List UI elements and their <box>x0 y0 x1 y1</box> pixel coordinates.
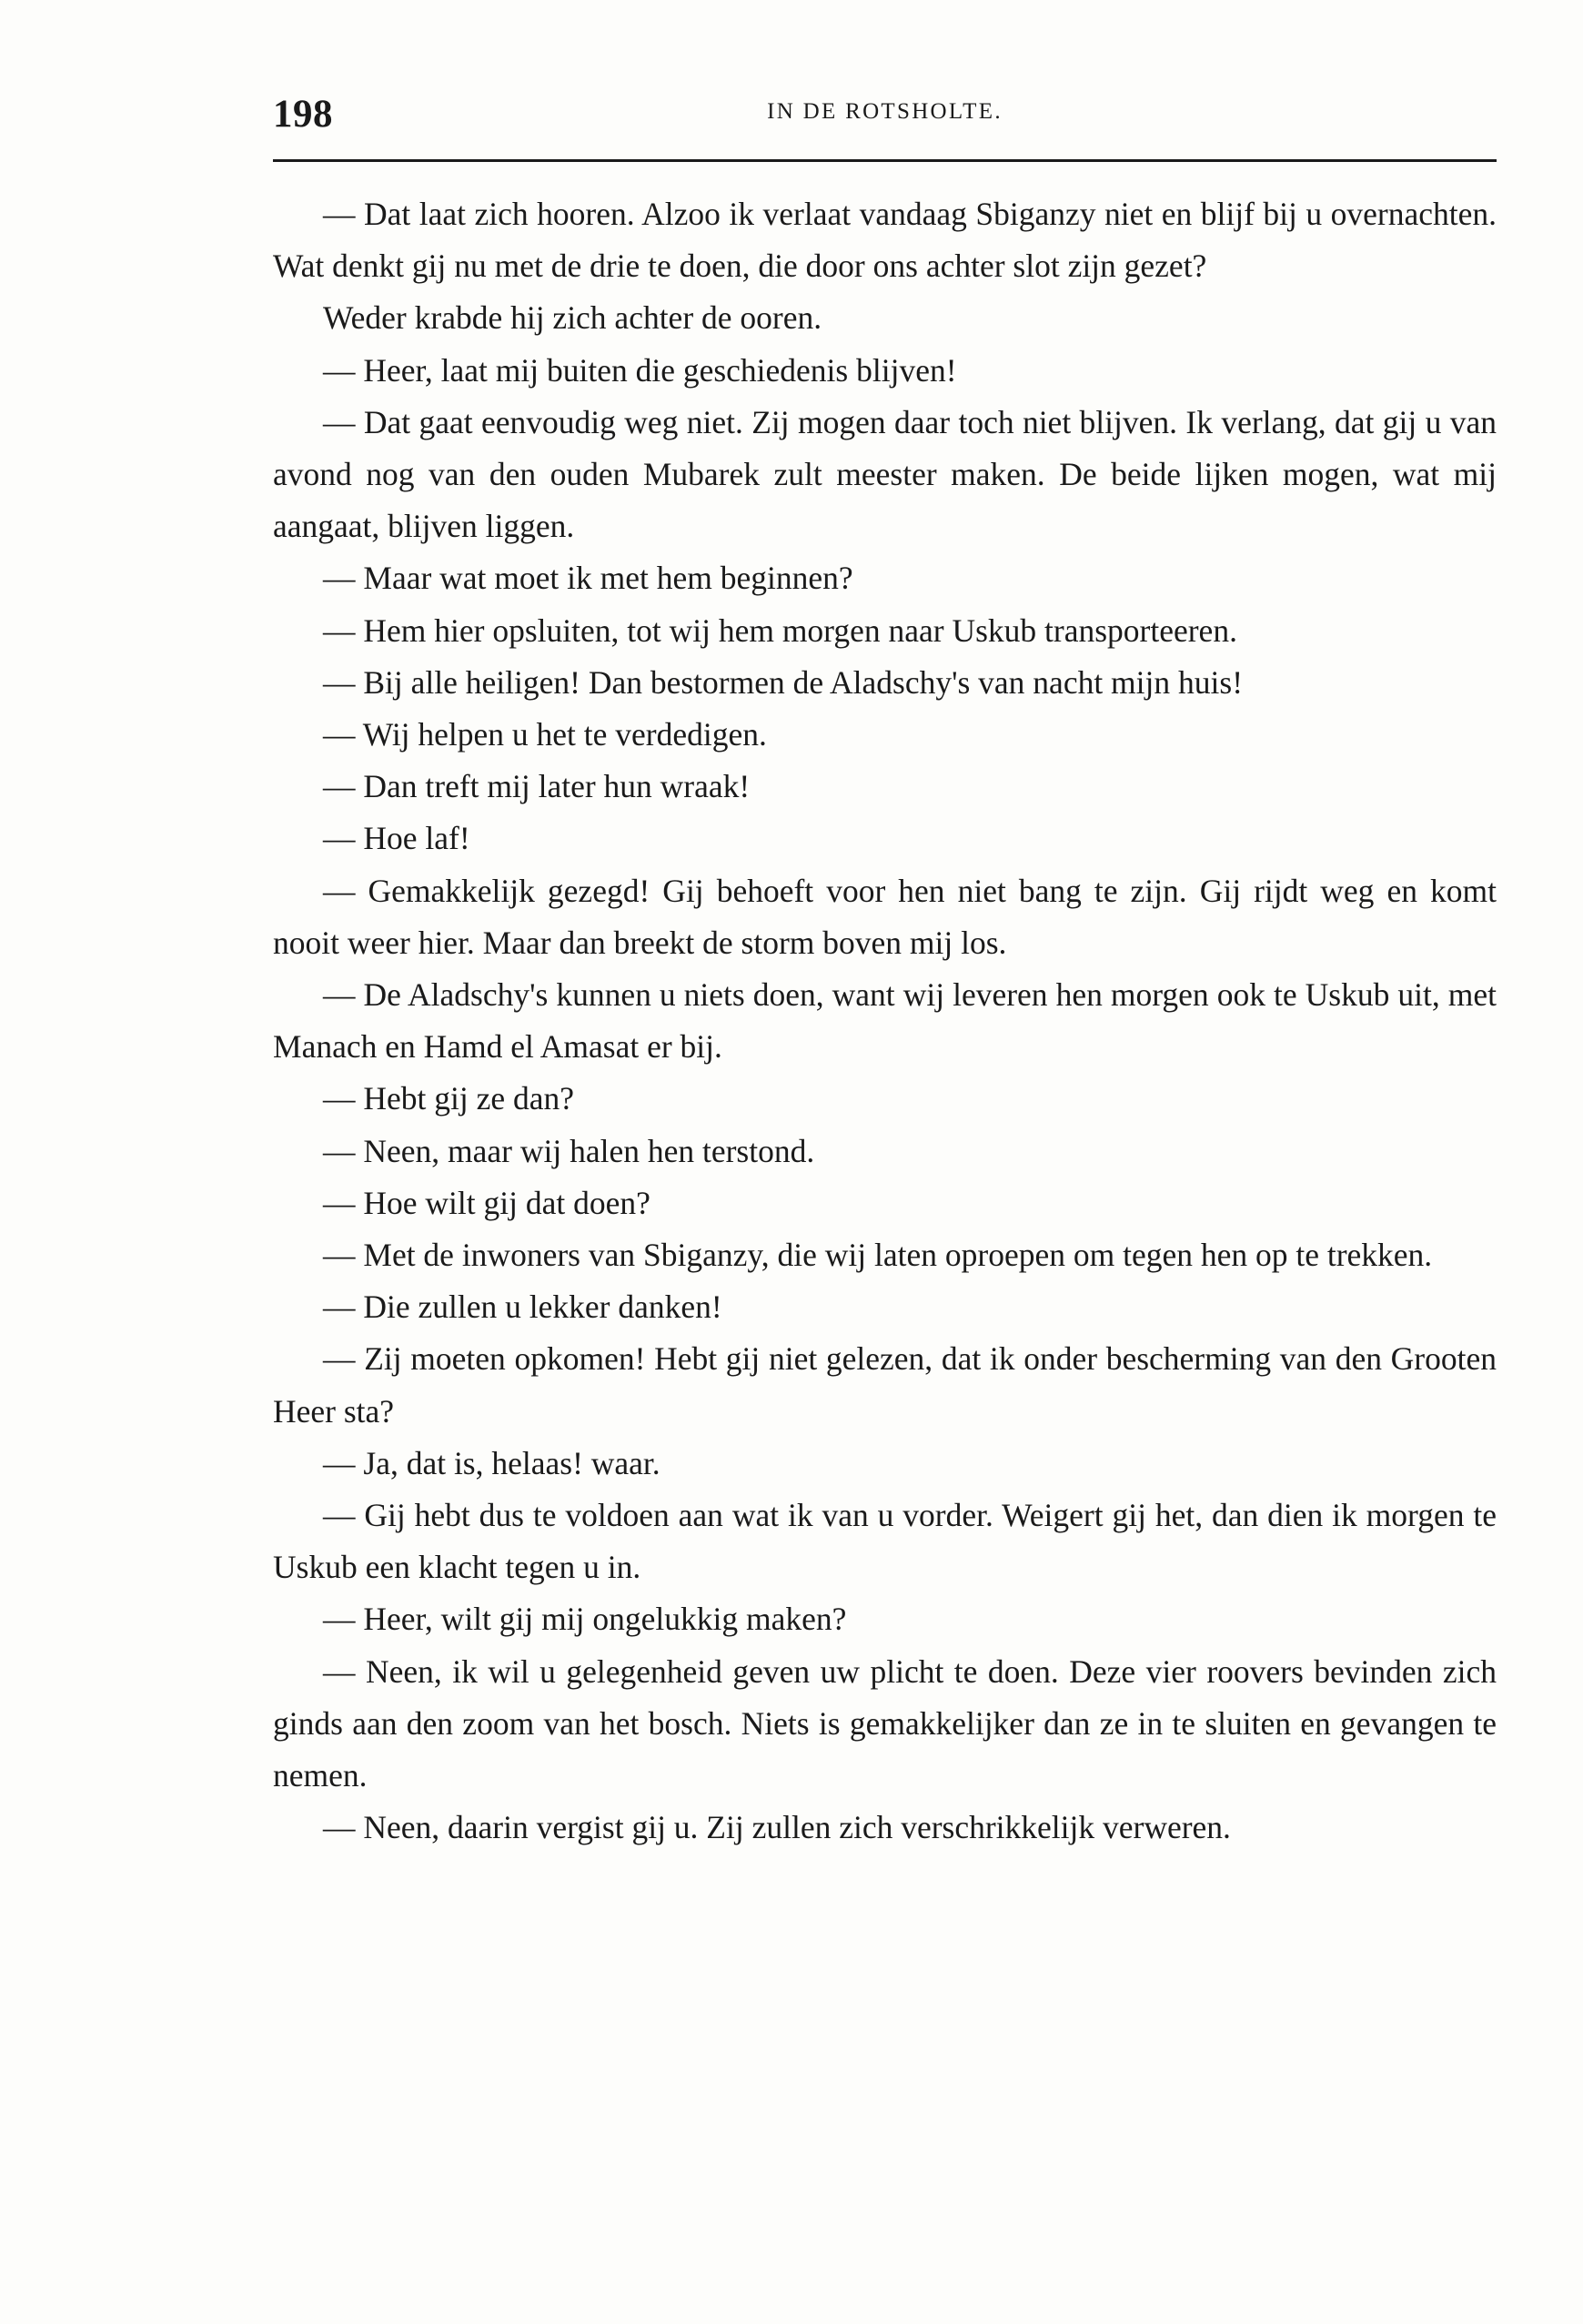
paragraph: Weder krabde hij zich achter de ooren. <box>323 299 822 337</box>
paragraph: — Maar wat moet ik met hem beginnen? <box>323 560 853 597</box>
paragraph: — Zij moeten opkomen! Hebt gij niet gelezen, dat ik onder bescherming van den Grooten Heer sta? <box>273 1340 1497 1430</box>
paragraph: — Heer, wilt gij mij ongelukkig maken? <box>323 1601 847 1638</box>
paragraph: — Heer, laat mij buiten die geschiedenis blijven! <box>323 351 957 389</box>
running-head: IN DE ROTSHOLTE. <box>767 99 1003 124</box>
page-number: 198 <box>273 93 333 136</box>
paragraph: — Gij hebt dus te voldoen aan wat ik van u vorder. Weigert gij het, dan dien ik morgen te Uskub een klacht tegen u in. <box>273 1497 1497 1586</box>
paragraph: — Hem hier opsluiten, tot wij hem morgen naar Uskub transporteeren. <box>323 611 1237 649</box>
page-header <box>273 86 1497 150</box>
page-content <box>273 86 1497 1846</box>
paragraph: — Neen, maar wij halen hen terstond. <box>323 1132 815 1169</box>
paragraph: — Hoe wilt gij dat doen? <box>323 1184 650 1221</box>
paragraph: — Dat gaat eenvoudig weg niet. Zij mogen daar toch niet blijven. Ik verlang, dat gij u van avond nog van den ouden Mubarek zult meester maken. De beide lijken mogen, wat mij aangaat, blijven liggen. <box>273 403 1497 545</box>
paragraph: — Bij alle heiligen! Dan bestormen de Aladschy's van nacht mijn huis! <box>323 663 1244 701</box>
paragraph: — De Aladschy's kunnen u niets doen, want wij leveren hen morgen ook te Uskub uit, met Manach en Hamd el Amasat er bij. <box>273 976 1497 1066</box>
paragraph: — Gemakkelijk gezegd! Gij behoeft voor hen niet bang te zijn. Gij rijdt weg en komt nooit weer hier. Maar dan breekt de storm boven mij los. <box>273 872 1497 961</box>
paragraph: — Ja, dat is, helaas! waar. <box>323 1444 660 1481</box>
paragraph: — Met de inwoners van Sbiganzy, die wij laten oproepen om tegen hen op te trekken. <box>323 1237 1433 1274</box>
paragraph: — Die zullen u lekker danken! <box>323 1288 722 1326</box>
paragraph: — Hoe laf! <box>323 820 470 857</box>
paragraph: — Wij helpen u het te verdedigen. <box>323 716 767 753</box>
header-rule <box>273 159 1497 162</box>
paragraph: — Dan treft mij later hun wraak! <box>323 768 751 805</box>
paragraph: — Neen, daarin vergist gij u. Zij zullen zich verschrikkelijk verweren. <box>323 1809 1231 1846</box>
body-text <box>273 188 1497 1854</box>
paragraph: — Hebt gij ze dan? <box>323 1080 575 1117</box>
paragraph: — Neen, ik wil u gelegenheid geven uw plicht te doen. Deze vier roovers bevinden zich ginds aan den zoom van het bosch. Niets is gemakkelijker dan ze in te sluiten en gevangen te nemen. <box>273 1652 1497 1794</box>
paragraph: — Dat laat zich hooren. Alzoo ik verlaat vandaag Sbiganzy niet en blijf bij u overnachten. Wat denkt gij nu met de drie te doen, die door ons achter slot zijn gezet? <box>273 196 1497 285</box>
